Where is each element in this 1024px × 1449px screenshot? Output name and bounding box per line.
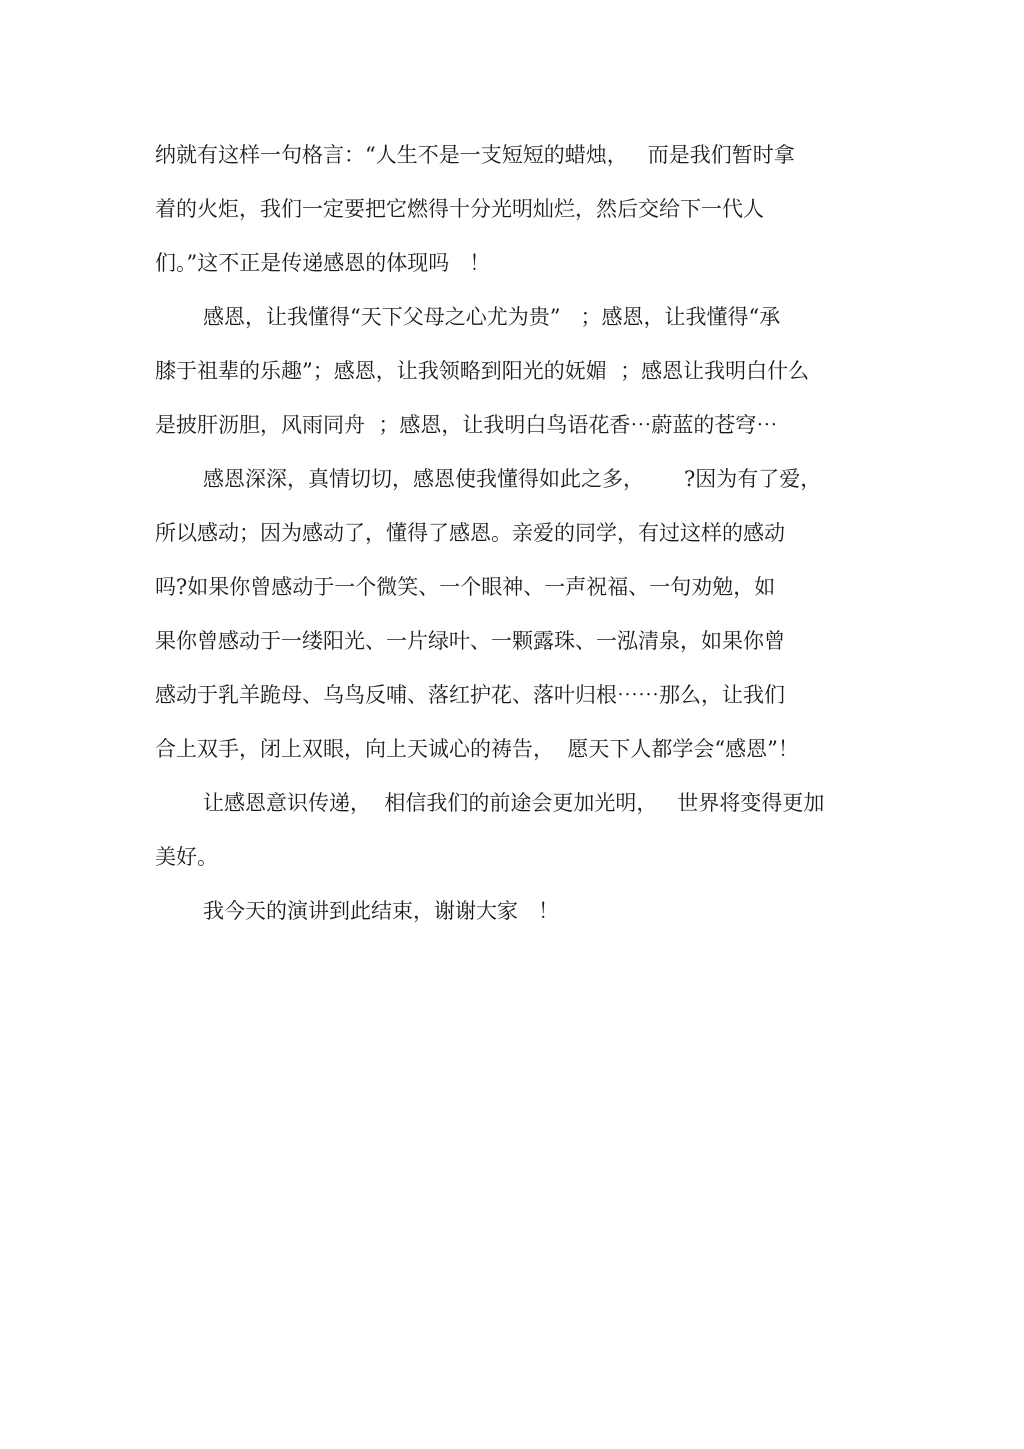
- paragraph-start-line: 让感恩意识传递， 相信我们的前途会更加光明， 世界将变得更加: [203, 791, 825, 815]
- text-line: 是披肝沥胆，风雨同舟 ；感恩，让我明白鸟语花香⋯蔚蓝的苍穹⋯: [155, 413, 778, 437]
- text-line: 合上双手，闭上双眼，向上天诚心的祷告， 愿天下人都学会“感恩”！: [155, 737, 799, 761]
- text-line: 吗?如果你曾感动于一个微笑、一个眼神、一声祝福、一句劝勉，如: [155, 575, 776, 599]
- text-line: 膝于祖辈的乐趣”；感恩，让我领略到阳光的妩媚 ；感恩让我明白什么: [155, 359, 810, 383]
- text-line: 纳就有这样一句格言：“人生不是一支短短的蜡烛， 而是我们暂时拿: [155, 143, 795, 167]
- text-line: 感动于乳羊跪母、乌鸟反哺、落红护花、落叶归根⋯⋯那么，让我们: [155, 683, 785, 707]
- speech-body: [155, 128, 875, 938]
- paragraph-start-line: 感恩深深，真情切切，感恩使我懂得如此之多， ?因为有了爱，: [203, 467, 822, 491]
- text-line: 着的火炬，我们一定要把它燃得十分光明灿烂，然后交给下一代人: [155, 197, 764, 221]
- closing-line: 我今天的演讲到此结束，谢谢大家 ！: [203, 899, 560, 923]
- text-line: 美好。: [155, 845, 218, 869]
- text-line: 所以感动；因为感动了，懂得了感恩。亲爱的同学，有过这样的感动: [155, 521, 785, 545]
- text-line: 们。”这不正是传递感恩的体现吗 ！: [155, 251, 491, 275]
- text-line: 果你曾感动于一缕阳光、一片绿叶、一颗露珠、一泓清泉，如果你曾: [155, 629, 785, 653]
- paragraph-start-line: 感恩，让我懂得“天下父母之心尤为贵” ；感恩，让我懂得“承: [203, 305, 781, 329]
